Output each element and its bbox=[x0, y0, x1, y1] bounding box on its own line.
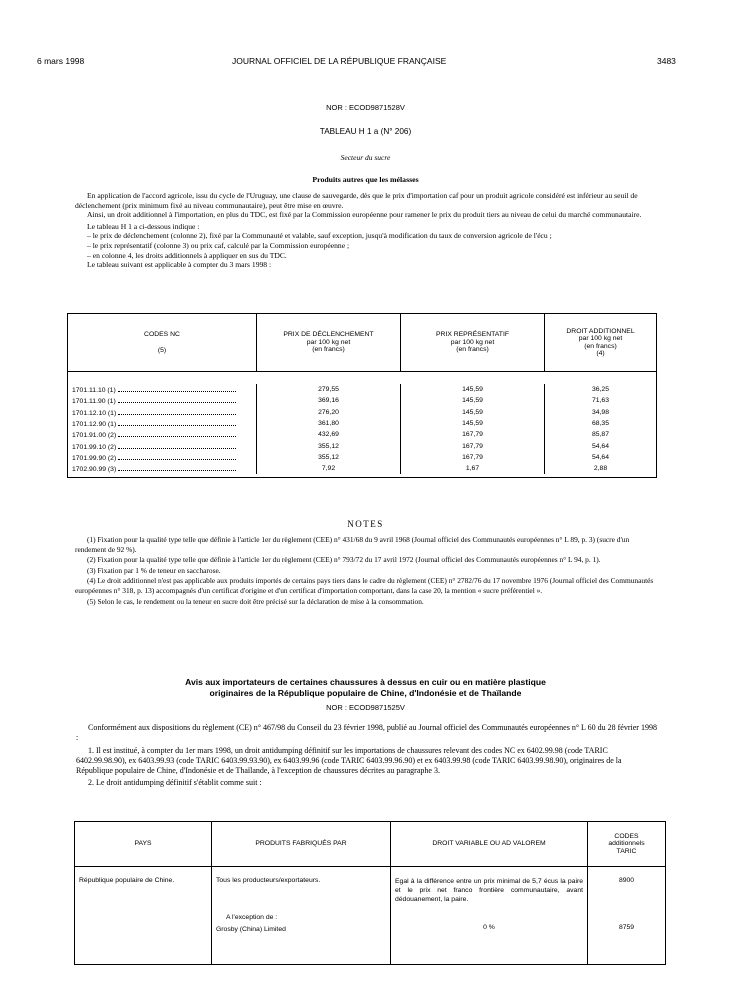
paragraph: Ainsi, un droit additionnel à l'importation, en plus du TDC, est fixé par la Commission européenne pour ramener le prix du produit tiers au niveau de celui du marché communautaire. bbox=[87, 210, 642, 220]
note-item: (5) Selon le cas, le rendement ou la teneur en sucre doit être précisé sur la déclaration de mise à la consommation. bbox=[87, 596, 424, 606]
paragraph: – le prix représentatif (colonne 3) ou prix caf, calculé par la Commission européenne ; bbox=[87, 240, 350, 250]
table-row: 1701.11.90 (1) 369,16 145,59 71,63 bbox=[68, 395, 657, 406]
table-row: A l'exception de : Grosby (China) Limited 0 % 8759 bbox=[75, 904, 666, 965]
table-row: 1701.99.10 (2) 355,12 167,79 54,64 bbox=[68, 440, 657, 451]
nor-reference: NOR : ECOD9871528V bbox=[326, 103, 405, 112]
notes-title: NOTES bbox=[347, 519, 384, 529]
header-date: 6 mars 1998 bbox=[37, 56, 85, 66]
section-subtitle: Produits autres que les mélasses bbox=[312, 175, 419, 184]
header-page-number: 3483 bbox=[657, 56, 676, 66]
header-prix-representatif: PRIX REPRÉSENTATIF par 100 kg net (en francs) bbox=[401, 314, 545, 372]
paragraph: 2. Le droit antidumping définitif s'établit comme suit : bbox=[88, 778, 262, 787]
paragraph: – en colonne 4, les droits additionnels à appliquer en sus du TDC. bbox=[87, 250, 287, 260]
table-row: 1701.12.10 (1) 276,20 145,59 34,98 bbox=[68, 407, 657, 418]
paragraph: Le tableau suivant est applicable à compter du 3 mars 1998 : bbox=[87, 260, 272, 270]
paragraph: 1. Il est institué, à compter du 1er mars 1998, un droit antidumping définitif sur les importations de chaussures relevant des codes NC ex 6402.99.98 (code TARIC 6402.99.98.90), ex 6403.99.93 (code TARIC 6403.99.93.90), ex 6403.99.96 (code TARIC 6403.99.96.90) et ex 6403.99.98 (code TARIC 6403.99.98.90), originaires de la République populaire de Chine, d'Indonésie et de Thaïlande, à l'exception de chaussures décrites au paragraphe 3. bbox=[76, 746, 622, 775]
header-droit-additionnel: DROIT ADDITIONNEL par 100 kg net (en francs) (4) bbox=[545, 314, 657, 372]
note-item: (1) Fixation pour la qualité type telle que définie à l'article 1er du règlement (CEE) n° 431/68 du 9 avril 1968 (Journal officiel des Communautés européennes n° L 89, p. 3) (sucre d'un rendement de 92 %). bbox=[75, 535, 630, 554]
table-row: 1701.91.00 (2) 432,69 167,79 85,87 bbox=[68, 429, 657, 440]
notice-text bbox=[76, 723, 660, 788]
notice-nor-reference: NOR : ECOD9871525V bbox=[326, 703, 405, 712]
table-title: TABLEAU H 1 a (N° 206) bbox=[319, 127, 412, 136]
note-item: (4) Le droit additionnel n'est pas applicable aux produits importés de certains pays tiers dans le cadre du règlement (CEE) n° 2782/76 du 17 novembre 1976 (Journal officiel des Communautés européennes n° 318, p. 13) accompagnés d'un certificat d'origine et d'un certificat d'importation comportant, dans la case 20, la mention « sucre préférentiel ». bbox=[75, 576, 654, 595]
table-row: 1702.90.99 (3) 7,92 1,67 2,88 bbox=[68, 463, 657, 474]
header-codes-nc: CODES NC (5) bbox=[68, 314, 257, 372]
header-codes-taric: CODES additionnels TARIC bbox=[588, 822, 666, 867]
table-row: 1701.12.90 (1) 361,80 145,59 68,35 bbox=[68, 418, 657, 429]
intro-text bbox=[75, 191, 658, 270]
notes-list bbox=[75, 535, 658, 607]
note-item: (2) Fixation pour la qualité type telle que définie à l'article 1er du règlement (CEE) n° 793/72 du 17 avril 1972 (Journal officiel des Communautés européennes n° L 94, p. 1). bbox=[87, 555, 601, 565]
header-pays: PAYS bbox=[75, 822, 212, 867]
note-item: (3) Fixation par 1 % de teneur en saccharose. bbox=[87, 565, 221, 575]
table-row: 1701.99.90 (2) 355,12 167,79 54,64 bbox=[68, 452, 657, 463]
notice-title: Avis aux importateurs de certaines chaussures à dessus en cuir ou en matière plastique originaires de la République populaire de Chine, d'Indonésie et de Thaïlande bbox=[185, 677, 546, 698]
header-produits: PRODUITS FABRIQUÉS PAR bbox=[212, 822, 391, 867]
trigger-price-table bbox=[67, 313, 657, 478]
header-droit-variable: DROIT VARIABLE OU AD VALOREM bbox=[391, 822, 588, 867]
table-row: 1701.11.10 (1) 279,55 145,59 36,25 bbox=[68, 384, 657, 395]
table-row: République populaire de Chine. Tous les producteurs/exportateurs. Egal à la différence entre un prix minimal de 5,7 écus la paire et le prix net franco frontière communautaire, avant dédouanement, la paire. 8900 bbox=[75, 867, 666, 905]
header-prix-declenchement: PRIX DE DÉCLENCHEMENT par 100 kg net (en francs) bbox=[257, 314, 401, 372]
paragraph: Le tableau H 1 a ci-dessous indique : bbox=[87, 221, 200, 231]
header-journal-title: JOURNAL OFFICIEL DE LA RÉPUBLIQUE FRANÇAISE bbox=[232, 56, 447, 66]
paragraph: En application de l'accord agricole, issu du cycle de l'Uruguay, une clause de sauvegarde, dès que le prix d'importation caf pour un produit agricole considéré est inférieur au seuil de déclenchement (prix minimum fixé au niveau communautaire), peut être mise en œuvre. bbox=[75, 191, 638, 210]
sector-label: Secteur du sucre bbox=[340, 153, 391, 162]
paragraph: Conformément aux dispositions du règlement (CE) n° 467/98 du Conseil du 23 février 1998, publié au Journal officiel des Communautés européennes n° L 60 du 28 février 1998 : bbox=[76, 723, 657, 742]
antidumping-duty-table bbox=[74, 821, 666, 965]
paragraph: – le prix de déclenchement (colonne 2), fixé par la Communauté et valable, sauf exception, jusqu'à modification du taux de conversion agricole de l'écu ; bbox=[87, 231, 552, 241]
